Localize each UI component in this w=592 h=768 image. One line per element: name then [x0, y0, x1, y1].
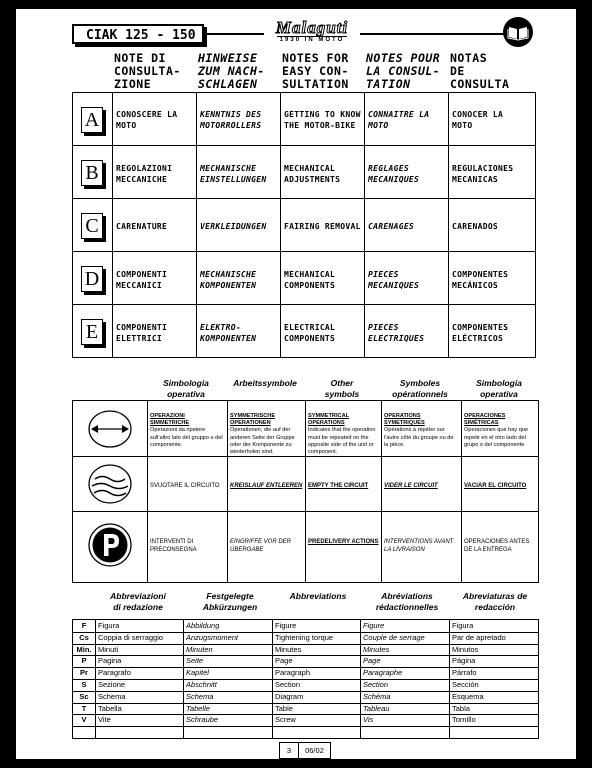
symbol-desc: EINGRIFFE VOR DER ÜBERGABE [230, 539, 292, 553]
logo-tagline: 1930 IN MOTO [277, 36, 347, 44]
abbr-code: T [81, 703, 87, 713]
sections-table [72, 92, 536, 358]
symbol-header-de: Arbeitssymbole [233, 378, 297, 388]
abbr-code: V [81, 715, 87, 725]
parking-p-icon [87, 522, 133, 572]
abbreviations-table: F Figura Abbildung Figure Figure Figura Cs Coppia di serraggio Anzugsmoment Tightening torque Couple de serrage Par de apretado Min. Minuti Minuten Minutes Minutes Minutos P Pagina Seite Page Page Página Pr Paragrafo Kapitel Paragraph Paragraphe Párrafo S Sezione Abschnitt Section Section Sección Sc Schema Schema Diagram Schéma Esquema T Tabella Tabelle Table Tableau Tabla V Vite Schraube Screw Vis Tornillo [72, 619, 539, 739]
symbol-header-en: Other symbols [324, 378, 360, 399]
symbol-header-it: Simbologia operativa [163, 378, 209, 399]
abbr-header-de: Festgelegte Abkürzungen [202, 591, 258, 612]
abbr-code: Pr [80, 668, 88, 678]
section-row-e[interactable]: E COMPONENTI ELETTRICI ELEKTRO- KOMPONENTEN ELECTRICAL COMPONENTS PIECES ELECTRIQUES COMPONENTES ELÉCTRICOS [73, 305, 535, 357]
symbol-desc: OPERACIONES ANTES DE LA ENTREGA [464, 539, 530, 553]
abbr-header-en: Abbreviations [289, 591, 347, 601]
symbol-desc: EMPTY THE CIRCUIT [308, 483, 369, 489]
symbol-desc: OPERACIONES SIMÉTRICAS Operaciones que hay que repetir en el otro lado del grupo o del componente [464, 413, 529, 448]
section-row-a[interactable]: A CONOSCERE LA MOTO KENNTNIS DES MOTORROLLERS GETTING TO KNOW THE MOTOR-BIKE CONNAITRE LA MOTO CONOCER LA MOTO [73, 93, 535, 146]
section-row-c[interactable]: C CARENATURE VERKLEIDUNGEN FAIRING REMOVAL CARENAGES CARENADOS [73, 199, 535, 252]
lang-header-es: NOTAS DE CONSULTA [450, 51, 510, 91]
malaguti-logo [264, 20, 360, 44]
abbr-code: S [81, 680, 87, 689]
model-title: CIAK 125 - 150 [72, 24, 204, 44]
lang-header-it: NOTE DI CONSULTA- ZIONE [114, 51, 181, 91]
symbol-desc: KREISLAUF ENTLEEREN [230, 483, 303, 489]
lang-header-en: NOTES FOR EASY CON- SULTATION [282, 51, 349, 91]
page-number: 3 [280, 743, 299, 758]
book-icon [503, 17, 533, 47]
abbr-header-fr: Abréviations rédactionnelles [375, 591, 439, 612]
lang-header-fr: NOTES POUR LA CONSUL- TATION [366, 51, 441, 91]
section-letter: E [81, 319, 103, 345]
symbol-desc: OPERATIONS SYMETRIQUES Opérations à répéter sur l'autre côté du groupe ou de la pièce. [384, 413, 454, 448]
section-letter: C [81, 213, 103, 239]
abbr-code: Min. [76, 644, 92, 654]
abbr-header-it: Abbreviazioni di redazione [110, 591, 166, 612]
symbol-desc: INTERVENTIONS AVANT LA LIVRAISON [384, 539, 454, 553]
page-footer [279, 742, 331, 759]
section-row-d[interactable]: D COMPONENTI MECCANICI MECHANISCHE KOMPONENTEN MECHANICAL COMPONENTS PIECES MECANIQUES COMPONENTES MECÁNICOS [73, 252, 535, 305]
abbr-header-es: Abreviaturas de redacción [462, 591, 528, 612]
double-arrow-icon [87, 409, 133, 453]
abbr-code: Sc [79, 691, 89, 701]
manual-page [16, 9, 576, 759]
revision-date: 06/02 [305, 746, 324, 755]
section-letter: A [81, 107, 103, 133]
symbol-desc: SVUOTARE IL CIRCUITO [150, 483, 220, 489]
abbr-code: Cs [79, 632, 89, 642]
section-letter: B [81, 160, 103, 186]
lang-header-de: HINWEISE ZUM NACH- SCHLAGEN [198, 51, 265, 91]
symbol-desc: VACIAR EL CIRCUITO [464, 483, 527, 489]
symbol-desc: PREDELIVERY ACTIONS [308, 539, 379, 545]
section-letter: D [81, 266, 103, 292]
symbol-desc: SYMMETRICAL OPERATIONS Indicates that the operation must be repeated on the opposite side of the unit or component. [308, 413, 376, 456]
abbr-code: F [81, 621, 87, 630]
section-row-b[interactable]: B REGOLAZIONI MECCANICHE MECHANISCHE EINSTELLUNGEN MECHANICAL ADJUSTMENTS REGLAGES MECANIQUES REGULACIONES MECANICAS [73, 146, 535, 199]
logo-wordmark: Malaguti [275, 18, 349, 37]
symbol-desc: OPERAZIONI SIMMETRICHE Operazioni da ripetere sull'altro lato del gruppo o del componente. [150, 413, 223, 448]
symbols-table [72, 400, 539, 583]
symbol-desc: VIDER LE CIRCUIT [384, 483, 438, 489]
symbol-desc: INTERVENTI DI PRECONSEGNA [150, 539, 197, 553]
symbol-header-es: Simbologia operativa [476, 378, 522, 399]
drain-circuit-icon [87, 463, 133, 509]
symbol-header-fr: Symboles opérationnels [392, 378, 448, 399]
symbol-desc: SYMMETRISCHE OPERATIONEN Operationen, die auf der anderen Seite der Gruppe oder der Komponente zu wiederholen sind. [230, 413, 295, 456]
abbr-code: P [81, 656, 87, 666]
